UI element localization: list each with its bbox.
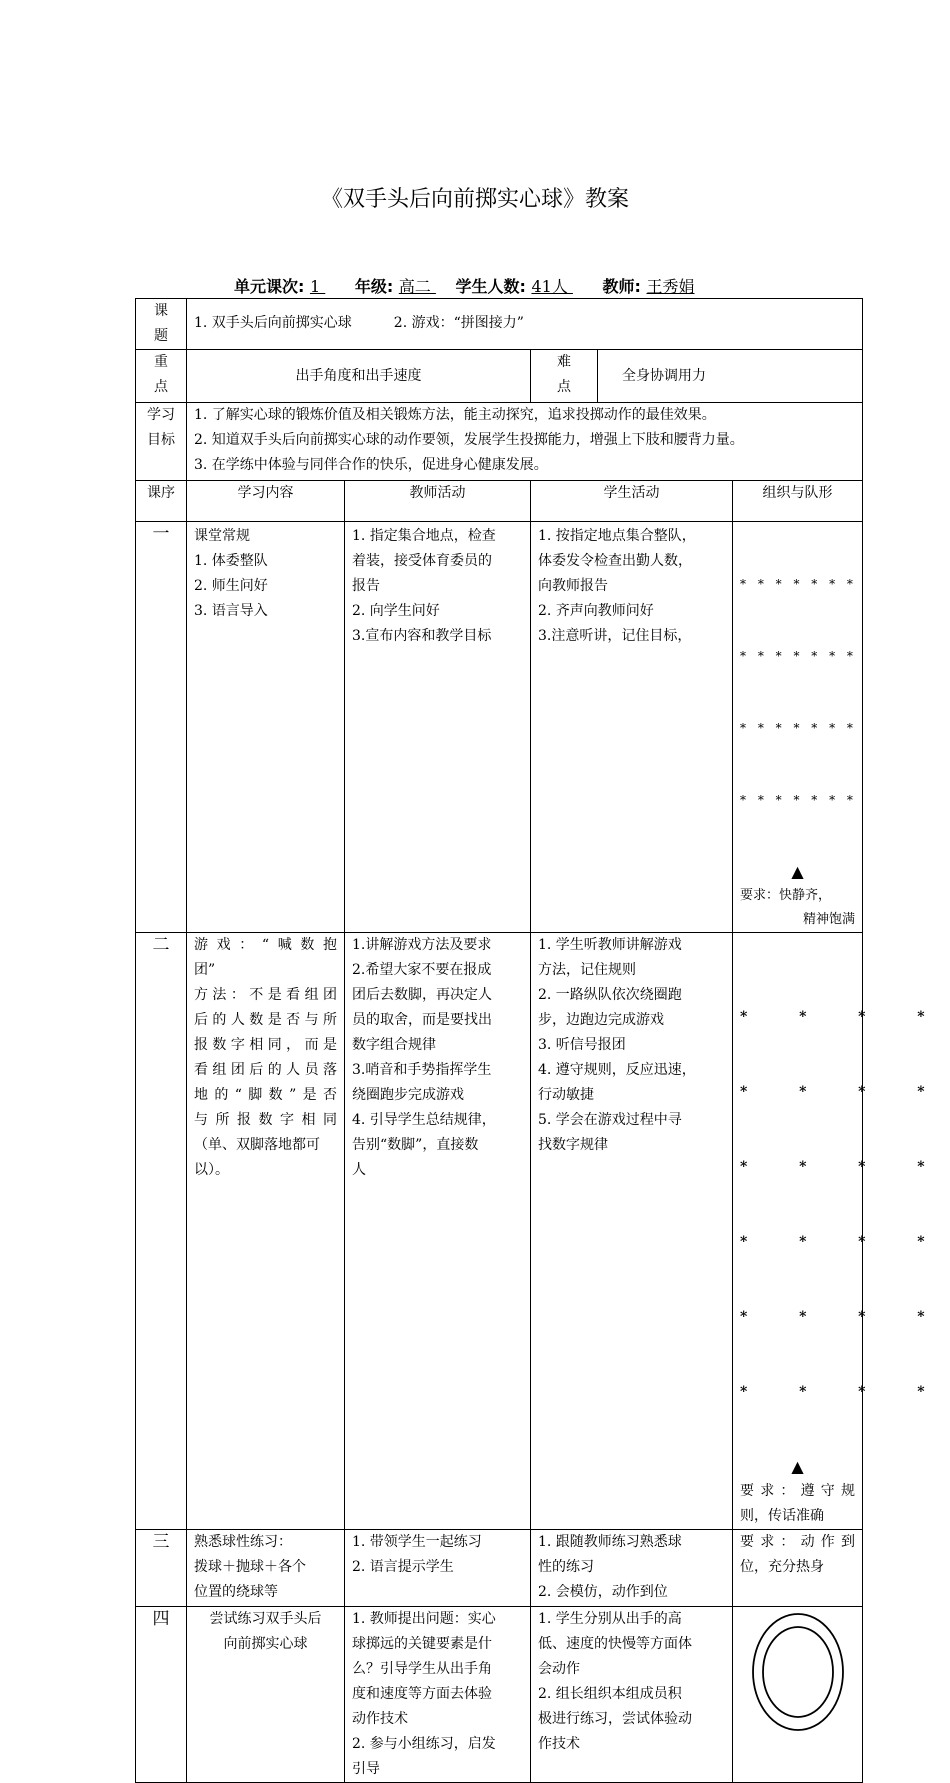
- students-value: 41人: [531, 277, 573, 296]
- header-cell: 教师活动: [345, 481, 531, 522]
- teacher-activity-cell: 1. 带领学生一起练习 2. 语言提示学生: [345, 1530, 531, 1607]
- header-cell: 学习内容: [187, 481, 345, 522]
- content-cell: 尝试练习双手头后 向前掷实心球: [187, 1607, 345, 1783]
- teacher-value: 王秀娟: [646, 277, 695, 296]
- grade-label: 年级:: [354, 277, 394, 296]
- formation-cell: [733, 933, 939, 1530]
- content-cell: 课堂常规 1. 体委整队 2. 师生问好 3. 语言导入: [187, 522, 345, 933]
- student-activity-cell: 1. 按指定地点集合整队， 体委发令检查出勤人数， 向教师报告 2. 齐声向教师问好 3.注意听讲，记住目标，: [531, 522, 733, 933]
- header-cell: 组织与队形: [733, 481, 863, 522]
- table-row: [136, 1530, 863, 1607]
- students-label: 学生人数:: [455, 277, 526, 296]
- header-cell: 学生活动: [531, 481, 733, 522]
- teacher-triangle-icon: ▲: [791, 862, 804, 881]
- topic-row: [136, 299, 863, 350]
- formation-requirement: 要求：快静齐， 精神饱满: [740, 888, 855, 927]
- topic-label: 课 题: [136, 299, 187, 350]
- goals-label: 学习 目标: [136, 403, 187, 481]
- grade-value: 高二: [398, 277, 436, 296]
- unit-label: 单元课次:: [234, 277, 305, 296]
- difficulty-text: 全身协调用力: [622, 367, 706, 384]
- topic-text: 1. 双手头后向前掷实心球 2. 游戏：“拼图接力”: [187, 299, 863, 350]
- difficulty-label: 难 点: [531, 350, 598, 402]
- table-row: [136, 933, 863, 1530]
- table-row: [136, 522, 863, 933]
- formation-stars: * * * * * * * * * * * * * * * * * * * * * * * *: [740, 1009, 939, 1400]
- student-activity-cell: 1. 学生分别从出手的高 低、速度的快慢等方面体 会动作 2. 组长组织本组成员积 极进行练习，尝试体验动 作技术: [531, 1607, 733, 1783]
- goals-list: [187, 403, 863, 481]
- lesson-plan-table: [135, 298, 939, 1783]
- student-activity-cell: 1. 跟随教师练习熟悉球 性的练习 2. 会模仿，动作到位: [531, 1530, 733, 1607]
- teacher-activity-cell: 1. 指定集合地点，检查 着装，接受体育委员的 报告 2. 向学生问好 3.宣布内容和教学目标: [345, 522, 531, 933]
- page-title: 《双手头后向前掷实心球》教案: [320, 187, 629, 212]
- unit-value: 1: [309, 277, 326, 296]
- focus-row: [136, 350, 863, 403]
- key-point-label: 重 点: [136, 350, 187, 403]
- lesson-meta: [234, 274, 695, 297]
- teacher-triangle-icon: ▲: [791, 1457, 804, 1476]
- formation-stars: * * * * * * * * * * * * * * * * * * * * * * * * * * * *: [740, 577, 857, 807]
- table-header-row: [136, 481, 863, 522]
- goals-row: [136, 403, 863, 481]
- table-row: [136, 1607, 863, 1783]
- header-cell: 课序: [136, 481, 187, 522]
- goal-item: 1. 了解实心球的锻炼价值及相关锻炼方法，能主动探究，追求投掷动作的最佳效果。: [194, 407, 716, 423]
- row-number: 三: [136, 1530, 187, 1607]
- row-number: 一: [136, 522, 187, 933]
- row-number: 二: [136, 933, 187, 1530]
- teacher-activity-cell: 1.讲解游戏方法及要求 2.希望大家不要在报成 团后去数脚，再决定人 员的取舍，而是要找出 数字组合规律 3.哨音和手势指挥学生 绕圈跑步完成游戏 4. 引导学生总结规律， 告别“数脚”，直接数 人: [345, 933, 531, 1530]
- goal-item: 3. 在学练中体验与同伴合作的快乐，促进身心健康发展。: [194, 457, 548, 473]
- content-cell: 游戏：“喊数抱 团” 方法：不是看组团 后的人数是否与所 报数字相同，而是 看组团后的人员落 地的“脚数”是否 与所报数字相同 （单、双脚落地都可 以）。: [187, 933, 345, 1530]
- double-circle-icon: [748, 1607, 848, 1737]
- formation-cell: [733, 522, 863, 933]
- formation-cell: [733, 1607, 863, 1783]
- content-cell: 熟悉球性练习： 拨球＋抛球＋各个 位置的绕球等: [187, 1530, 345, 1607]
- key-point-text: 出手角度和出手速度: [295, 367, 422, 384]
- teacher-label: 教师:: [602, 277, 641, 296]
- teacher-activity-cell: 1. 教师提出问题：实心 球掷远的关键要素是什 么？引导学生从出手角 度和速度等方面去体验 动作技术 2. 参与小组练习，启发 引导: [345, 1607, 531, 1783]
- row-number: 四: [136, 1607, 187, 1783]
- formation-requirement: 要求：遵守规 则，传话准确: [740, 1483, 855, 1524]
- formation-cell: 要求：动作到 位，充分热身: [733, 1530, 863, 1607]
- student-activity-cell: 1. 学生听教师讲解游戏 方法，记住规则 2. 一路纵队依次绕圈跑 步，边跑边完成游戏 3. 听信号报团 4. 遵守规则，反应迅速， 行动敏捷 5. 学会在游戏过程中寻 找数字规律: [531, 933, 733, 1530]
- goal-item: 2. 知道双手头后向前掷实心球的动作要领，发展学生投掷能力，增强上下肢和腰背力量。: [194, 432, 744, 448]
